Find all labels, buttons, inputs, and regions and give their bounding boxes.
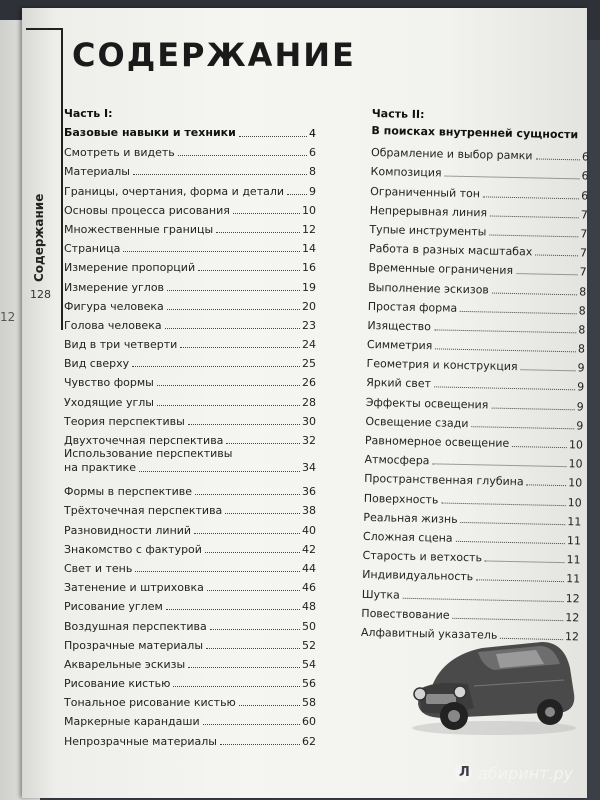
toc-entry-label: Тональное рисование кистью — [64, 696, 236, 710]
toc-entry-label: Рисование кистью — [64, 677, 171, 691]
toc-entry — [64, 633, 316, 652]
toc-entry-page: 32 — [302, 434, 316, 447]
toc-entry-page: 9 — [577, 361, 585, 375]
toc-entry-label: Пространственная глубина — [364, 472, 524, 489]
toc-entry-label: Теория перспективы — [64, 414, 185, 428]
toc-entry — [64, 556, 316, 575]
leader-dots — [434, 387, 575, 391]
toc-entry-page: 44 — [302, 561, 316, 575]
toc-entry — [64, 313, 316, 332]
toc-entry-label: Воздушная перспектива — [64, 619, 207, 633]
toc-entry-label: Симметрия — [366, 338, 433, 353]
toc-entry-label-line2: на практике — [64, 461, 136, 474]
toc-entry-label: Сложная сцена — [362, 529, 453, 545]
toc-entry — [64, 498, 316, 517]
toc-entry-page: 52 — [302, 638, 316, 652]
leader-dots — [178, 155, 307, 156]
toc-entry-label: Непрозрачные материалы — [64, 734, 217, 748]
leader-dots — [220, 744, 300, 745]
toc-entry-label: Вид в три четверти — [64, 338, 178, 352]
toc-entry-page: 6 — [581, 150, 590, 164]
part-2-subtitle: В поисках внутренней сущности — [371, 123, 579, 142]
toc-entry — [64, 728, 316, 747]
leader-dots — [166, 609, 300, 610]
leader-dots — [207, 590, 300, 591]
toc-entry — [64, 537, 316, 556]
watermark-logo-letter: Л — [459, 765, 470, 780]
leader-dots — [520, 369, 575, 371]
leader-dots — [132, 366, 300, 367]
part-1-subtitle-page: 4 — [309, 127, 316, 140]
leader-dots — [491, 407, 574, 410]
leader-dots — [453, 617, 564, 620]
toc-entry-page: 6 — [581, 188, 589, 203]
toc-entry-label: Страница — [64, 242, 121, 256]
leader-dots — [441, 502, 565, 506]
leader-dots — [198, 270, 300, 271]
leader-dots — [476, 580, 564, 583]
toc-entry-page: 40 — [302, 523, 316, 537]
toc-entry-page: 12 — [302, 222, 316, 236]
leader-dots — [167, 309, 300, 310]
toc-entry — [64, 159, 316, 178]
toc-entry-label: Старость и ветхость — [362, 549, 483, 565]
leader-dots — [210, 629, 300, 630]
toc-entry-page: 11 — [566, 553, 581, 567]
leader-dots — [203, 724, 300, 725]
toc-entry — [64, 274, 316, 293]
leader-dots — [173, 686, 300, 687]
leader-dots — [205, 552, 300, 553]
toc-entry — [64, 671, 316, 690]
toc-entry — [64, 236, 316, 255]
toc-entry — [64, 389, 316, 408]
previous-page-number: 12 — [0, 310, 16, 324]
toc-entry-page: 25 — [302, 357, 316, 371]
leader-dots — [489, 234, 578, 237]
toc-entry-label: Разновидности линий — [64, 523, 192, 537]
leader-dots — [461, 522, 566, 525]
toc-entry-page: 38 — [302, 504, 316, 518]
leader-dots — [435, 348, 576, 352]
page-number: 128 — [30, 288, 51, 301]
toc-entry-label: Голова человека — [64, 318, 162, 332]
toc-entry-page: 46 — [302, 581, 316, 595]
toc-entry-label: Композиция — [370, 165, 442, 180]
toc-entry-page: 10 — [567, 495, 582, 510]
toc-entry-label: Непрерывная линия — [369, 203, 488, 220]
toc-entry-page: 54 — [302, 657, 316, 671]
toc-entry — [64, 479, 316, 498]
toc-entry — [64, 709, 316, 728]
leader-dots — [287, 194, 307, 195]
toc-entry-label: Ограниченный тон — [370, 184, 481, 200]
leader-dots — [527, 485, 567, 487]
toc-entry-page: 10 — [568, 457, 583, 471]
leader-dots — [157, 385, 300, 386]
toc-part-2 — [361, 106, 590, 643]
leader-dots — [195, 494, 300, 495]
toc-entry-page: 58 — [302, 696, 316, 710]
toc-entry-page: 11 — [566, 534, 582, 548]
toc-entry — [64, 517, 316, 536]
toc-entry-label: Прозрачные материалы — [64, 638, 203, 652]
leader-dots — [239, 136, 307, 137]
toc-entry-label: Тупые инструменты — [369, 222, 487, 239]
leader-dots — [123, 251, 300, 252]
leader-dots — [485, 561, 565, 564]
car-illustration — [404, 628, 580, 738]
toc-entry — [64, 198, 316, 217]
toc-entry-page: 7 — [579, 265, 587, 279]
toc-entry-page: 16 — [302, 261, 316, 275]
toc-entry-page: 7 — [580, 227, 588, 241]
toc-entry — [64, 294, 316, 313]
toc-entry-page: 14 — [302, 242, 316, 256]
toc-entry-page: 12 — [564, 630, 580, 644]
toc-entry-label: Смотреть и видеть — [64, 146, 175, 160]
toc-entry-label: Алфавитный указатель — [360, 625, 498, 642]
toc-entry-label: Двухточечная перспектива — [64, 434, 224, 447]
toc-entry-page: 10 — [568, 438, 584, 452]
leader-dots — [216, 232, 300, 233]
toc-entry — [64, 594, 316, 613]
toc-entry-label: Освещение сзади — [365, 414, 469, 430]
toc-entry-page: 62 — [302, 734, 316, 748]
toc-entry-label: Чувство формы — [64, 376, 154, 390]
leader-dots — [456, 541, 565, 544]
toc-entry-label-line1: Использование перспективы — [64, 447, 233, 460]
toc-entry-page: 9 — [576, 419, 584, 433]
leader-dots — [180, 347, 300, 348]
toc-entry-page: 11 — [566, 572, 581, 586]
toc-entry-page: 9 — [309, 184, 316, 198]
toc-entry-page: 48 — [302, 600, 316, 614]
leader-dots — [512, 446, 567, 448]
leader-dots — [471, 426, 574, 429]
toc-entry-page: 11 — [567, 514, 582, 529]
part-2-heading: Часть II: — [371, 106, 425, 122]
leader-dots — [490, 215, 579, 218]
part-1-entries — [64, 140, 316, 447]
leader-dots — [226, 443, 300, 444]
toc-entry-page: 30 — [302, 414, 316, 428]
leader-dots — [432, 464, 566, 468]
toc-entry-page: 8 — [579, 284, 587, 299]
toc-entry-label: Изящество — [367, 318, 432, 334]
spine-label: Содержание — [32, 193, 46, 283]
toc-entry-label: Яркий свет — [366, 376, 432, 391]
toc-entry-label: Эффекты освещения — [365, 395, 489, 412]
toc-entry-label: Множественные границы — [64, 222, 214, 236]
toc-entry-label: Рисование углем — [64, 600, 163, 614]
toc-entry — [64, 178, 316, 197]
toc-entry-page: 23 — [302, 318, 316, 332]
toc-entry-page: 12 — [565, 610, 580, 625]
toc-entry-page: 8 — [577, 342, 586, 356]
toc-entry-page: 28 — [302, 395, 316, 409]
leader-dots — [167, 290, 300, 291]
toc-entry-page: 10 — [302, 203, 316, 217]
toc-entry — [64, 140, 316, 159]
leader-dots — [165, 328, 300, 329]
toc-entry-page: 7 — [579, 246, 588, 260]
toc-entry-two-line — [64, 447, 316, 479]
toc-entry-label: Основы процесса рисования — [64, 203, 230, 217]
toc-entry-label: Равномерное освещение — [364, 433, 510, 450]
toc-entry-page: 9 — [576, 399, 584, 414]
toc-entry-label: Выполнение эскизов — [368, 280, 490, 296]
toc-entry-page: 34 — [302, 461, 316, 474]
toc-entry-label: Измерение пропорций — [64, 261, 196, 275]
toc-entry-page: 9 — [577, 380, 585, 394]
toc-entry-page: 20 — [302, 299, 316, 313]
toc-entry-label: Фигура человека — [64, 299, 164, 313]
toc-entry-label: Индивидуальность — [362, 568, 474, 584]
toc-entry — [64, 428, 316, 447]
toc-entry-page: 8 — [578, 323, 586, 337]
leader-dots — [135, 571, 300, 572]
leader-dots — [434, 329, 576, 333]
part-1-heading: Часть I: — [64, 107, 113, 120]
toc-entry-page: 8 — [578, 304, 586, 318]
toc-entry-label: Уходящие углы — [64, 395, 154, 409]
toc-entry-label: Трёхточечная перспектива — [64, 504, 223, 518]
leader-dots — [492, 292, 577, 295]
toc-entry-page: 36 — [302, 485, 316, 499]
toc-entry-label: Атмосфера — [364, 453, 430, 468]
leader-dots — [460, 311, 577, 314]
leader-dots — [535, 159, 580, 161]
toc-entry-label: Маркерные карандаши — [64, 715, 200, 729]
toc-entry-label: Простая форма — [367, 299, 458, 315]
leader-dots — [483, 196, 579, 199]
part-2-entries — [361, 140, 589, 643]
toc-entry — [64, 652, 316, 671]
toc-entry — [64, 370, 316, 389]
leader-dots — [133, 174, 307, 175]
part-1-subtitle-row — [64, 121, 316, 140]
leader-dots — [225, 513, 300, 514]
leader-dots — [188, 667, 300, 668]
leader-dots — [139, 471, 300, 472]
toc-entry-page: 8 — [309, 165, 316, 179]
leader-dots — [157, 405, 300, 406]
toc-entry-label: Шутка — [361, 587, 400, 602]
leader-dots — [233, 213, 300, 214]
toc-entry-page: 60 — [302, 715, 316, 729]
toc-entry-label: Свет и тень — [64, 561, 133, 575]
toc-entry — [64, 690, 316, 709]
toc-entry-page: 56 — [302, 677, 316, 691]
toc-entry-label: Акварельные эскизы — [64, 657, 186, 671]
watermark-text: абиринт.ру — [478, 764, 574, 783]
toc-entry-label: Измерение углов — [64, 280, 165, 294]
toc-entry — [64, 575, 316, 594]
toc-entry-label: Границы, очертания, форма и детали — [64, 184, 285, 198]
toc-entry-page: 7 — [580, 208, 588, 222]
leader-dots — [535, 255, 578, 257]
toc-entry-page: 6 — [581, 169, 589, 183]
toc-entry-label: Реальная жизнь — [363, 510, 458, 526]
toc-entry-page: 50 — [302, 619, 316, 633]
part-1-subtitle: Базовые навыки и техники — [64, 126, 236, 139]
toc-entry-label: Поверхность — [363, 491, 439, 507]
leader-dots — [516, 273, 578, 275]
toc-entry — [64, 351, 316, 370]
toc-entry-page: 10 — [568, 476, 583, 490]
leader-dots — [206, 648, 300, 649]
toc-entry-label: Вид сверху — [64, 357, 130, 371]
toc-entry-page: 19 — [302, 280, 316, 294]
toc-entry-label: Повествование — [361, 606, 450, 622]
leader-dots — [188, 424, 300, 425]
toc-entry-label: Знакомство с фактурой — [64, 542, 202, 556]
toc-entry — [64, 613, 316, 632]
page-title: СОДЕРЖАНИЕ — [72, 36, 356, 74]
toc-entry — [64, 332, 316, 351]
leader-dots — [194, 533, 300, 534]
leader-dots — [239, 705, 300, 706]
toc-entry-label: Временные ограничения — [368, 261, 514, 278]
leader-dots — [445, 176, 580, 180]
toc-entry-page: 12 — [565, 591, 580, 605]
toc-entry-page: 24 — [302, 338, 316, 352]
toc-entry — [64, 409, 316, 428]
toc-entry-page: 26 — [302, 376, 316, 390]
toc-entry — [64, 255, 316, 274]
toc-entry-label: Формы в перспективе — [64, 485, 193, 499]
toc-entry-page: 42 — [302, 542, 316, 556]
toc-entry-label: Работа в разных масштабах — [368, 242, 533, 259]
toc-entry-label: Затенение и штриховка — [64, 581, 204, 595]
part-1-entries-continued — [64, 479, 316, 748]
toc-entry-label: Материалы — [64, 165, 130, 179]
toc-entry-page: 6 — [309, 146, 316, 160]
toc-entry — [64, 217, 316, 236]
toc-entry-label: Геометрия и конструкция — [366, 357, 518, 374]
toc-entry-label: Обрамление и выбор рамки — [370, 146, 533, 163]
toc-part-1 — [64, 106, 316, 748]
